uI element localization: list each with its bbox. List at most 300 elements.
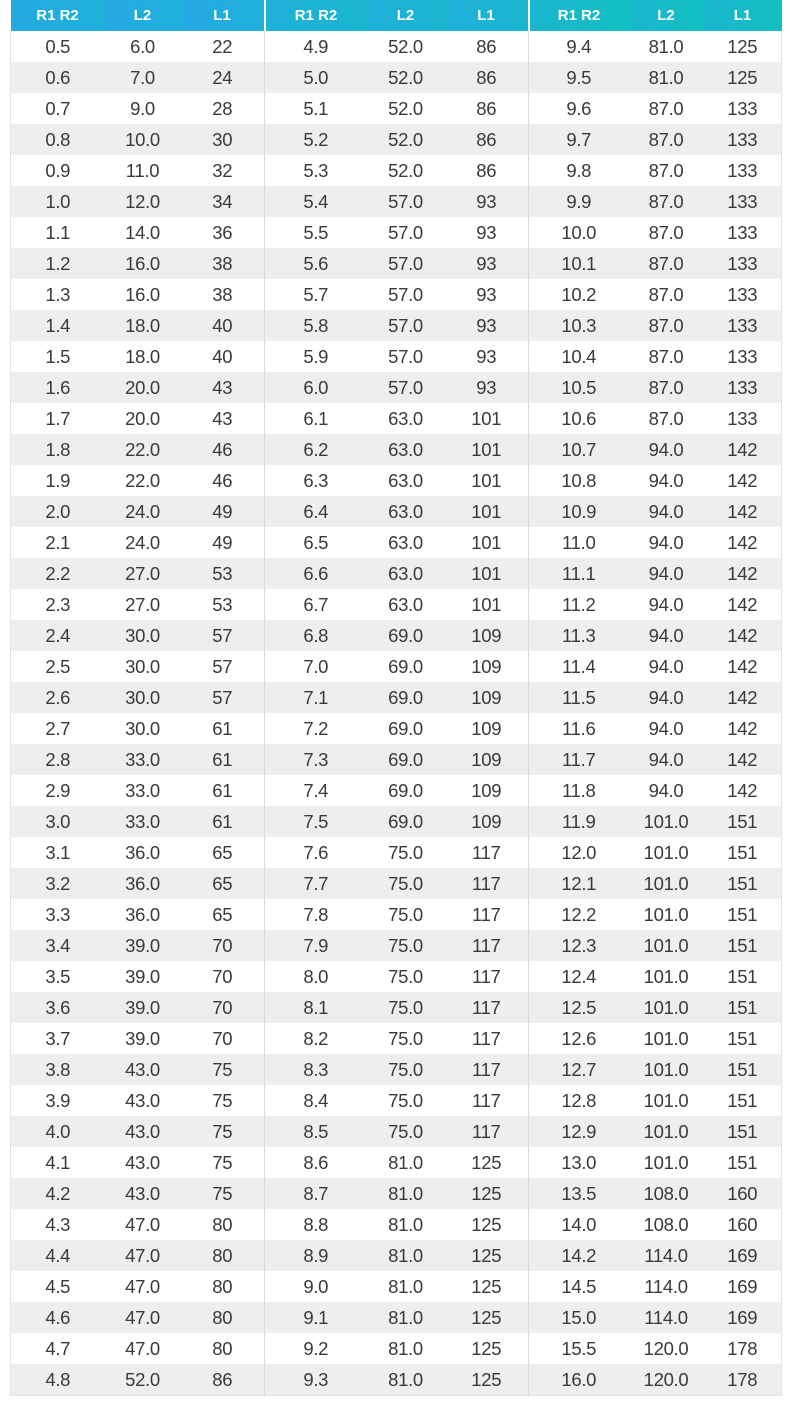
cell-r1r2-group-2: 6.8 — [265, 620, 367, 651]
cell-l2-group-2: 57.0 — [367, 186, 445, 217]
cell-l2-group-3: 87.0 — [629, 124, 704, 155]
cell-r1r2-group-1: 3.7 — [11, 1023, 105, 1054]
cell-l1-group-1: 57 — [181, 620, 265, 651]
cell-l1-group-1: 22 — [181, 31, 265, 62]
cell-r1r2-group-1: 4.1 — [11, 1147, 105, 1178]
cell-l2-group-3: 94.0 — [629, 496, 704, 527]
cell-l2-group-1: 18.0 — [105, 310, 181, 341]
cell-l1-group-3: 151 — [704, 868, 782, 899]
cell-l2-group-3: 94.0 — [629, 465, 704, 496]
cell-l2-group-2: 69.0 — [367, 744, 445, 775]
cell-l2-group-2: 81.0 — [367, 1302, 445, 1333]
cell-r1r2-group-3: 14.5 — [529, 1271, 629, 1302]
cell-l1-group-3: 142 — [704, 620, 782, 651]
cell-l2-group-2: 81.0 — [367, 1178, 445, 1209]
cell-r1r2-group-3: 11.5 — [529, 682, 629, 713]
cell-r1r2-group-1: 1.7 — [11, 403, 105, 434]
cell-l2-group-3: 101.0 — [629, 837, 704, 868]
cell-l1-group-3: 142 — [704, 589, 782, 620]
cell-r1r2-group-2: 5.4 — [265, 186, 367, 217]
cell-l1-group-2: 117 — [445, 1085, 529, 1116]
cell-r1r2-group-1: 3.8 — [11, 1054, 105, 1085]
cell-l2-group-3: 101.0 — [629, 992, 704, 1023]
cell-r1r2-group-3: 11.8 — [529, 775, 629, 806]
cell-l2-group-1: 12.0 — [105, 186, 181, 217]
table-row — [11, 1085, 782, 1116]
cell-l1-group-2: 109 — [445, 682, 529, 713]
cell-r1r2-group-2: 5.1 — [265, 93, 367, 124]
cell-r1r2-group-2: 5.7 — [265, 279, 367, 310]
cell-r1r2-group-2: 6.3 — [265, 465, 367, 496]
cell-l1-group-1: 28 — [181, 93, 265, 124]
cell-l1-group-3: 151 — [704, 1116, 782, 1147]
cell-r1r2-group-1: 4.6 — [11, 1302, 105, 1333]
cell-l1-group-1: 75 — [181, 1054, 265, 1085]
cell-l2-group-1: 36.0 — [105, 899, 181, 930]
header-r1r2-group-2: R1 R2 — [265, 0, 367, 31]
cell-l2-group-3: 87.0 — [629, 93, 704, 124]
cell-r1r2-group-3: 10.8 — [529, 465, 629, 496]
cell-l2-group-2: 57.0 — [367, 217, 445, 248]
cell-l1-group-2: 117 — [445, 1023, 529, 1054]
cell-l2-group-2: 57.0 — [367, 279, 445, 310]
cell-l1-group-1: 80 — [181, 1271, 265, 1302]
cell-r1r2-group-3: 10.4 — [529, 341, 629, 372]
cell-l2-group-1: 10.0 — [105, 124, 181, 155]
cell-r1r2-group-2: 5.5 — [265, 217, 367, 248]
cell-l1-group-1: 46 — [181, 465, 265, 496]
cell-l2-group-3: 94.0 — [629, 589, 704, 620]
table-row — [11, 31, 782, 62]
cell-l1-group-3: 151 — [704, 1085, 782, 1116]
cell-l1-group-3: 169 — [704, 1271, 782, 1302]
table-row — [11, 186, 782, 217]
cell-l2-group-2: 57.0 — [367, 341, 445, 372]
cell-l1-group-1: 75 — [181, 1178, 265, 1209]
cell-r1r2-group-2: 5.2 — [265, 124, 367, 155]
cell-l1-group-2: 93 — [445, 341, 529, 372]
cell-l2-group-3: 101.0 — [629, 899, 704, 930]
cell-r1r2-group-3: 12.4 — [529, 961, 629, 992]
cell-l2-group-3: 87.0 — [629, 310, 704, 341]
cell-l1-group-2: 101 — [445, 434, 529, 465]
cell-l2-group-1: 43.0 — [105, 1054, 181, 1085]
cell-l2-group-2: 63.0 — [367, 434, 445, 465]
table-row — [11, 1023, 782, 1054]
cell-l2-group-3: 87.0 — [629, 186, 704, 217]
cell-l1-group-2: 93 — [445, 372, 529, 403]
cell-l1-group-3: 133 — [704, 279, 782, 310]
table-row — [11, 775, 782, 806]
table-row — [11, 1364, 782, 1396]
table-row — [11, 1240, 782, 1271]
cell-l1-group-2: 86 — [445, 31, 529, 62]
cell-l1-group-2: 117 — [445, 899, 529, 930]
cell-l2-group-3: 81.0 — [629, 31, 704, 62]
cell-l1-group-2: 101 — [445, 465, 529, 496]
cell-l1-group-1: 65 — [181, 837, 265, 868]
cell-l1-group-2: 117 — [445, 837, 529, 868]
cell-r1r2-group-1: 4.2 — [11, 1178, 105, 1209]
cell-l2-group-1: 30.0 — [105, 651, 181, 682]
table-row — [11, 124, 782, 155]
cell-l2-group-3: 94.0 — [629, 682, 704, 713]
cell-r1r2-group-3: 10.7 — [529, 434, 629, 465]
cell-r1r2-group-3: 12.3 — [529, 930, 629, 961]
cell-l2-group-1: 9.0 — [105, 93, 181, 124]
cell-r1r2-group-3: 10.3 — [529, 310, 629, 341]
table-row — [11, 961, 782, 992]
cell-l1-group-3: 160 — [704, 1209, 782, 1240]
cell-l1-group-1: 80 — [181, 1302, 265, 1333]
table-header — [11, 0, 782, 31]
cell-l2-group-1: 43.0 — [105, 1147, 181, 1178]
cell-r1r2-group-3: 12.5 — [529, 992, 629, 1023]
cell-l2-group-3: 94.0 — [629, 434, 704, 465]
cell-l1-group-2: 93 — [445, 186, 529, 217]
cell-r1r2-group-2: 7.0 — [265, 651, 367, 682]
cell-l1-group-2: 117 — [445, 1116, 529, 1147]
cell-r1r2-group-1: 2.8 — [11, 744, 105, 775]
cell-r1r2-group-3: 13.5 — [529, 1178, 629, 1209]
cell-l1-group-2: 125 — [445, 1333, 529, 1364]
table-row — [11, 217, 782, 248]
cell-r1r2-group-2: 6.7 — [265, 589, 367, 620]
cell-r1r2-group-2: 5.9 — [265, 341, 367, 372]
cell-r1r2-group-2: 8.0 — [265, 961, 367, 992]
table-row — [11, 651, 782, 682]
cell-r1r2-group-1: 2.1 — [11, 527, 105, 558]
cell-r1r2-group-1: 3.0 — [11, 806, 105, 837]
table-row — [11, 434, 782, 465]
table-row — [11, 465, 782, 496]
cell-l1-group-1: 70 — [181, 1023, 265, 1054]
cell-l2-group-3: 101.0 — [629, 1023, 704, 1054]
cell-l2-group-3: 94.0 — [629, 558, 704, 589]
cell-r1r2-group-1: 2.5 — [11, 651, 105, 682]
cell-r1r2-group-1: 2.3 — [11, 589, 105, 620]
cell-l1-group-3: 142 — [704, 434, 782, 465]
cell-l1-group-3: 142 — [704, 465, 782, 496]
header-row — [11, 0, 782, 31]
cell-l1-group-1: 24 — [181, 62, 265, 93]
cell-l2-group-3: 94.0 — [629, 620, 704, 651]
header-l2-group-3: L2 — [629, 0, 704, 31]
table-row — [11, 248, 782, 279]
cell-l2-group-2: 81.0 — [367, 1333, 445, 1364]
cell-l1-group-2: 125 — [445, 1271, 529, 1302]
cell-l1-group-1: 46 — [181, 434, 265, 465]
cell-l2-group-2: 52.0 — [367, 124, 445, 155]
cell-r1r2-group-1: 1.6 — [11, 372, 105, 403]
cell-r1r2-group-2: 6.2 — [265, 434, 367, 465]
cell-l2-group-1: 22.0 — [105, 434, 181, 465]
table-row — [11, 806, 782, 837]
cell-l1-group-1: 36 — [181, 217, 265, 248]
cell-r1r2-group-2: 5.0 — [265, 62, 367, 93]
cell-l1-group-3: 142 — [704, 682, 782, 713]
cell-l2-group-3: 87.0 — [629, 403, 704, 434]
table-row — [11, 1054, 782, 1085]
cell-l1-group-2: 117 — [445, 930, 529, 961]
cell-l1-group-2: 125 — [445, 1302, 529, 1333]
cell-l2-group-1: 14.0 — [105, 217, 181, 248]
cell-r1r2-group-2: 7.3 — [265, 744, 367, 775]
cell-r1r2-group-3: 11.4 — [529, 651, 629, 682]
table-row — [11, 682, 782, 713]
cell-r1r2-group-3: 9.4 — [529, 31, 629, 62]
table-row — [11, 1302, 782, 1333]
cell-r1r2-group-2: 8.2 — [265, 1023, 367, 1054]
cell-l2-group-2: 69.0 — [367, 651, 445, 682]
cell-l1-group-2: 86 — [445, 155, 529, 186]
cell-r1r2-group-1: 3.6 — [11, 992, 105, 1023]
cell-r1r2-group-1: 2.2 — [11, 558, 105, 589]
table-row — [11, 93, 782, 124]
cell-l2-group-1: 39.0 — [105, 930, 181, 961]
cell-r1r2-group-2: 9.2 — [265, 1333, 367, 1364]
table-row — [11, 1333, 782, 1364]
cell-l2-group-2: 63.0 — [367, 589, 445, 620]
cell-l1-group-3: 151 — [704, 899, 782, 930]
cell-l1-group-3: 133 — [704, 124, 782, 155]
cell-r1r2-group-1: 4.0 — [11, 1116, 105, 1147]
cell-l2-group-2: 63.0 — [367, 496, 445, 527]
cell-r1r2-group-1: 3.4 — [11, 930, 105, 961]
cell-l1-group-3: 133 — [704, 155, 782, 186]
table-row — [11, 279, 782, 310]
cell-l2-group-1: 36.0 — [105, 868, 181, 899]
cell-l2-group-3: 120.0 — [629, 1333, 704, 1364]
cell-l2-group-2: 75.0 — [367, 1116, 445, 1147]
cell-l2-group-2: 63.0 — [367, 558, 445, 589]
cell-l2-group-2: 81.0 — [367, 1147, 445, 1178]
cell-l2-group-1: 20.0 — [105, 372, 181, 403]
cell-r1r2-group-1: 0.7 — [11, 93, 105, 124]
cell-l1-group-1: 53 — [181, 589, 265, 620]
cell-r1r2-group-1: 1.8 — [11, 434, 105, 465]
cell-r1r2-group-1: 0.8 — [11, 124, 105, 155]
cell-l1-group-3: 169 — [704, 1240, 782, 1271]
table-row — [11, 155, 782, 186]
cell-l2-group-1: 39.0 — [105, 992, 181, 1023]
cell-l2-group-2: 81.0 — [367, 1240, 445, 1271]
cell-l1-group-3: 125 — [704, 31, 782, 62]
cell-l2-group-3: 101.0 — [629, 1116, 704, 1147]
cell-l1-group-2: 93 — [445, 279, 529, 310]
cell-r1r2-group-1: 1.9 — [11, 465, 105, 496]
header-l2-group-1: L2 — [105, 0, 181, 31]
cell-r1r2-group-2: 6.1 — [265, 403, 367, 434]
cell-l2-group-1: 39.0 — [105, 1023, 181, 1054]
cell-l1-group-1: 43 — [181, 403, 265, 434]
cell-l2-group-3: 101.0 — [629, 1054, 704, 1085]
cell-l2-group-1: 20.0 — [105, 403, 181, 434]
cell-l2-group-1: 33.0 — [105, 744, 181, 775]
cell-r1r2-group-2: 8.6 — [265, 1147, 367, 1178]
cell-r1r2-group-3: 11.0 — [529, 527, 629, 558]
cell-l1-group-3: 151 — [704, 1023, 782, 1054]
cell-l2-group-3: 101.0 — [629, 806, 704, 837]
cell-l2-group-1: 6.0 — [105, 31, 181, 62]
cell-r1r2-group-2: 8.5 — [265, 1116, 367, 1147]
cell-l2-group-2: 52.0 — [367, 31, 445, 62]
cell-r1r2-group-3: 9.6 — [529, 93, 629, 124]
cell-l1-group-3: 133 — [704, 217, 782, 248]
cell-l1-group-1: 49 — [181, 496, 265, 527]
cell-l1-group-2: 86 — [445, 124, 529, 155]
cell-r1r2-group-1: 3.1 — [11, 837, 105, 868]
cell-r1r2-group-2: 8.4 — [265, 1085, 367, 1116]
cell-r1r2-group-3: 9.5 — [529, 62, 629, 93]
cell-l2-group-1: 27.0 — [105, 558, 181, 589]
cell-l2-group-3: 94.0 — [629, 651, 704, 682]
cell-l1-group-1: 86 — [181, 1364, 265, 1396]
cell-l1-group-3: 151 — [704, 806, 782, 837]
cell-l2-group-1: 43.0 — [105, 1116, 181, 1147]
cell-l1-group-2: 109 — [445, 651, 529, 682]
cell-r1r2-group-3: 12.7 — [529, 1054, 629, 1085]
cell-l1-group-1: 65 — [181, 899, 265, 930]
table-row — [11, 558, 782, 589]
cell-l2-group-1: 24.0 — [105, 527, 181, 558]
cell-l1-group-3: 125 — [704, 62, 782, 93]
cell-l1-group-2: 125 — [445, 1178, 529, 1209]
cell-r1r2-group-3: 12.1 — [529, 868, 629, 899]
header-l1-group-3: L1 — [704, 0, 782, 31]
cell-l1-group-1: 38 — [181, 279, 265, 310]
cell-l2-group-2: 69.0 — [367, 806, 445, 837]
cell-l1-group-3: 169 — [704, 1302, 782, 1333]
cell-l2-group-1: 24.0 — [105, 496, 181, 527]
cell-l1-group-1: 65 — [181, 868, 265, 899]
cell-l1-group-3: 151 — [704, 961, 782, 992]
table-row — [11, 620, 782, 651]
cell-l1-group-3: 142 — [704, 775, 782, 806]
cell-r1r2-group-1: 3.3 — [11, 899, 105, 930]
table-row — [11, 1116, 782, 1147]
cell-l2-group-3: 87.0 — [629, 248, 704, 279]
spec-table — [10, 0, 782, 1396]
header-r1r2-group-3: R1 R2 — [529, 0, 629, 31]
cell-l2-group-2: 75.0 — [367, 930, 445, 961]
cell-r1r2-group-2: 7.1 — [265, 682, 367, 713]
cell-r1r2-group-2: 8.3 — [265, 1054, 367, 1085]
cell-l1-group-3: 178 — [704, 1333, 782, 1364]
cell-l2-group-3: 87.0 — [629, 155, 704, 186]
table-row — [11, 899, 782, 930]
cell-l1-group-1: 38 — [181, 248, 265, 279]
cell-l1-group-3: 151 — [704, 1054, 782, 1085]
cell-r1r2-group-2: 9.1 — [265, 1302, 367, 1333]
table-row — [11, 341, 782, 372]
cell-l2-group-2: 63.0 — [367, 465, 445, 496]
cell-r1r2-group-2: 7.6 — [265, 837, 367, 868]
cell-r1r2-group-1: 1.1 — [11, 217, 105, 248]
cell-r1r2-group-1: 4.5 — [11, 1271, 105, 1302]
cell-l1-group-1: 70 — [181, 992, 265, 1023]
cell-l2-group-1: 22.0 — [105, 465, 181, 496]
cell-r1r2-group-1: 2.4 — [11, 620, 105, 651]
cell-l2-group-1: 47.0 — [105, 1271, 181, 1302]
cell-l2-group-1: 30.0 — [105, 620, 181, 651]
cell-l1-group-2: 101 — [445, 403, 529, 434]
cell-l2-group-2: 81.0 — [367, 1271, 445, 1302]
cell-l1-group-2: 125 — [445, 1240, 529, 1271]
cell-r1r2-group-2: 6.0 — [265, 372, 367, 403]
cell-l1-group-2: 125 — [445, 1147, 529, 1178]
cell-l2-group-2: 52.0 — [367, 62, 445, 93]
cell-l2-group-1: 16.0 — [105, 279, 181, 310]
cell-l1-group-1: 57 — [181, 682, 265, 713]
cell-l1-group-2: 117 — [445, 992, 529, 1023]
cell-l1-group-2: 109 — [445, 806, 529, 837]
cell-l1-group-2: 109 — [445, 620, 529, 651]
cell-r1r2-group-3: 16.0 — [529, 1364, 629, 1396]
cell-l1-group-1: 40 — [181, 310, 265, 341]
cell-l1-group-1: 49 — [181, 527, 265, 558]
cell-l2-group-3: 108.0 — [629, 1209, 704, 1240]
cell-l2-group-1: 43.0 — [105, 1178, 181, 1209]
cell-l1-group-3: 133 — [704, 186, 782, 217]
cell-r1r2-group-3: 14.0 — [529, 1209, 629, 1240]
cell-l1-group-2: 86 — [445, 62, 529, 93]
cell-l1-group-1: 57 — [181, 651, 265, 682]
cell-r1r2-group-1: 0.6 — [11, 62, 105, 93]
cell-l1-group-3: 133 — [704, 341, 782, 372]
cell-r1r2-group-3: 13.0 — [529, 1147, 629, 1178]
cell-l2-group-3: 94.0 — [629, 713, 704, 744]
cell-l2-group-1: 33.0 — [105, 806, 181, 837]
table-row — [11, 1209, 782, 1240]
cell-r1r2-group-2: 6.5 — [265, 527, 367, 558]
cell-r1r2-group-1: 2.0 — [11, 496, 105, 527]
cell-l2-group-2: 57.0 — [367, 372, 445, 403]
cell-r1r2-group-1: 3.5 — [11, 961, 105, 992]
cell-r1r2-group-3: 9.9 — [529, 186, 629, 217]
table-row — [11, 992, 782, 1023]
cell-l2-group-3: 120.0 — [629, 1364, 704, 1396]
cell-r1r2-group-2: 7.7 — [265, 868, 367, 899]
cell-r1r2-group-1: 1.5 — [11, 341, 105, 372]
cell-l2-group-3: 114.0 — [629, 1271, 704, 1302]
cell-l1-group-3: 142 — [704, 558, 782, 589]
cell-r1r2-group-3: 11.7 — [529, 744, 629, 775]
table-row — [11, 1271, 782, 1302]
cell-r1r2-group-1: 4.8 — [11, 1364, 105, 1396]
cell-l2-group-1: 7.0 — [105, 62, 181, 93]
cell-l2-group-2: 81.0 — [367, 1209, 445, 1240]
cell-l1-group-2: 86 — [445, 93, 529, 124]
cell-l1-group-3: 142 — [704, 744, 782, 775]
cell-l2-group-3: 101.0 — [629, 961, 704, 992]
cell-l2-group-1: 33.0 — [105, 775, 181, 806]
cell-l2-group-2: 75.0 — [367, 961, 445, 992]
cell-l1-group-2: 109 — [445, 775, 529, 806]
cell-l1-group-1: 75 — [181, 1085, 265, 1116]
cell-l2-group-2: 52.0 — [367, 155, 445, 186]
cell-l2-group-2: 57.0 — [367, 310, 445, 341]
cell-l1-group-3: 151 — [704, 930, 782, 961]
cell-l1-group-3: 151 — [704, 1147, 782, 1178]
cell-l1-group-2: 101 — [445, 589, 529, 620]
cell-r1r2-group-3: 10.0 — [529, 217, 629, 248]
cell-l1-group-1: 43 — [181, 372, 265, 403]
cell-l2-group-1: 52.0 — [105, 1364, 181, 1396]
cell-l2-group-3: 114.0 — [629, 1302, 704, 1333]
header-r1r2-group-1: R1 R2 — [11, 0, 105, 31]
cell-l1-group-3: 151 — [704, 837, 782, 868]
